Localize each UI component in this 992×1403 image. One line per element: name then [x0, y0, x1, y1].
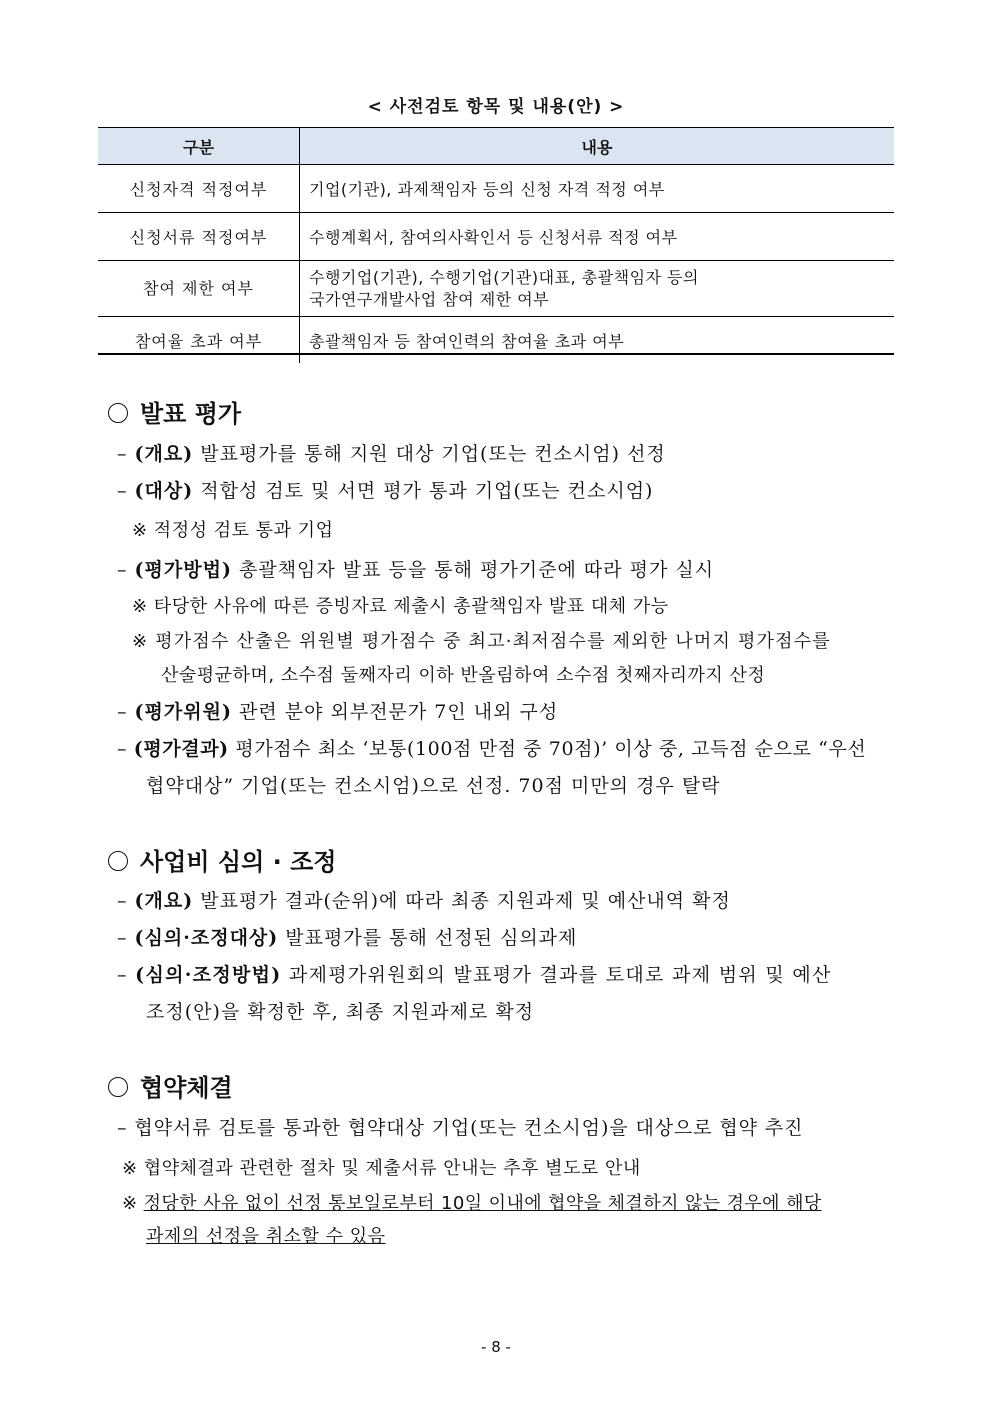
circle-bullet-icon	[108, 851, 128, 871]
list-item: – (평가방법) 총괄책임자 발표 등을 통해 평가기준에 따라 평가 실시	[117, 559, 715, 581]
note-continued: 산술평균하며, 소수점 둘째자리 이하 반올림하여 소수점 첫째자리까지 산정	[161, 665, 766, 686]
list-item: – (대상) 적합성 검토 및 서면 평가 통과 기업(또는 컨소시엄)	[117, 480, 654, 502]
row-category: 참여율 초과 여부	[98, 317, 300, 364]
circle-bullet-icon	[108, 1077, 128, 1097]
table-header-row	[98, 128, 894, 165]
row-content: 기업(기관), 과제책임자 등의 신청 자격 적정 여부	[300, 165, 895, 213]
table-row	[98, 213, 894, 261]
note: ※ 평가점수 산출은 위원별 평가점수 중 최고·최저점수를 제외한 나머지 평가점수를	[132, 631, 831, 652]
list-item: – (개요) 발표평가 결과(순위)에 따라 최종 지원과제 및 예산내역 확정	[117, 890, 731, 912]
table-row	[98, 261, 894, 317]
section-heading-presentation	[108, 394, 241, 429]
pre-review-table	[98, 128, 894, 363]
row-content	[300, 261, 895, 317]
row-category: 신청자격 적정여부	[98, 165, 300, 213]
section-heading-budget	[108, 842, 336, 877]
list-item: – (심의·조정대상) 발표평가를 통해 선정된 심의과제	[117, 927, 578, 949]
list-item: – (평가결과) 평가점수 최소 ‘보통(100점 만점 중 70점)’ 이상 중, 고득점 순으로 “우선	[117, 738, 867, 760]
note: ※ 타당한 사유에 따른 증빙자료 제출시 총괄책임자 발표 대체 가능	[132, 596, 669, 617]
list-item-continued: 협약대상” 기업(또는 컨소시엄)으로 선정. 70점 미만의 경우 탈락	[146, 775, 721, 797]
table-row	[98, 317, 894, 364]
row-content: 총괄책임자 등 참여인력의 참여율 초과 여부	[300, 317, 895, 364]
section-title: 협약체결	[140, 1074, 233, 1102]
list-item: – (개요) 발표평가를 통해 지원 대상 기업(또는 컨소시엄) 선정	[117, 443, 666, 465]
section-title: 사업비 심의 · 조정	[140, 848, 337, 876]
row-content: 수행계획서, 참여의사확인서 등 신청서류 적정 여부	[300, 213, 895, 261]
section-heading-agreement	[108, 1068, 233, 1103]
list-item: – (심의·조정방법) 과제평가위원회의 발표평가 결과를 토대로 과제 범위 및 예산	[117, 964, 832, 986]
note-underlined: ※ 정당한 사유 없이 선정 통보일로부터 10일 이내에 협약을 체결하지 않는 경우에 해당	[122, 1193, 822, 1214]
note: ※ 적정성 검토 통과 기업	[132, 520, 334, 541]
page-number: - 8 -	[481, 1338, 511, 1356]
row-content-line: 국가연구개발사업 참여 제한 여부	[309, 289, 550, 309]
note-underlined-continued: 과제의 선정을 취소할 수 있음	[146, 1226, 386, 1247]
row-category: 신청서류 적정여부	[98, 213, 300, 261]
list-item: – (평가위원) 관련 분야 외부전문가 7인 내외 구성	[117, 701, 559, 723]
table-bottom-border	[98, 353, 894, 355]
circle-bullet-icon	[108, 403, 128, 423]
note: ※ 협약체결과 관련한 절차 및 제출서류 안내는 추후 별도로 안내	[122, 1158, 641, 1179]
list-item-continued: 조정(안)을 확정한 후, 최종 지원과제로 확정	[146, 1001, 535, 1023]
row-content-line: 수행기업(기관), 수행기업(기관)대표, 총괄책임자 등의	[309, 267, 699, 287]
header-category: 구분	[98, 128, 300, 165]
section-title: 발표 평가	[140, 400, 242, 428]
row-category: 참여 제한 여부	[98, 261, 300, 317]
table-title: < 사전검토 항목 및 내용(안) >	[367, 97, 625, 117]
header-content: 내용	[300, 128, 895, 165]
list-item: – 협약서류 검토를 통과한 협약대상 기업(또는 컨소시엄)을 대상으로 협약 추진	[117, 1117, 804, 1139]
table-row	[98, 165, 894, 213]
